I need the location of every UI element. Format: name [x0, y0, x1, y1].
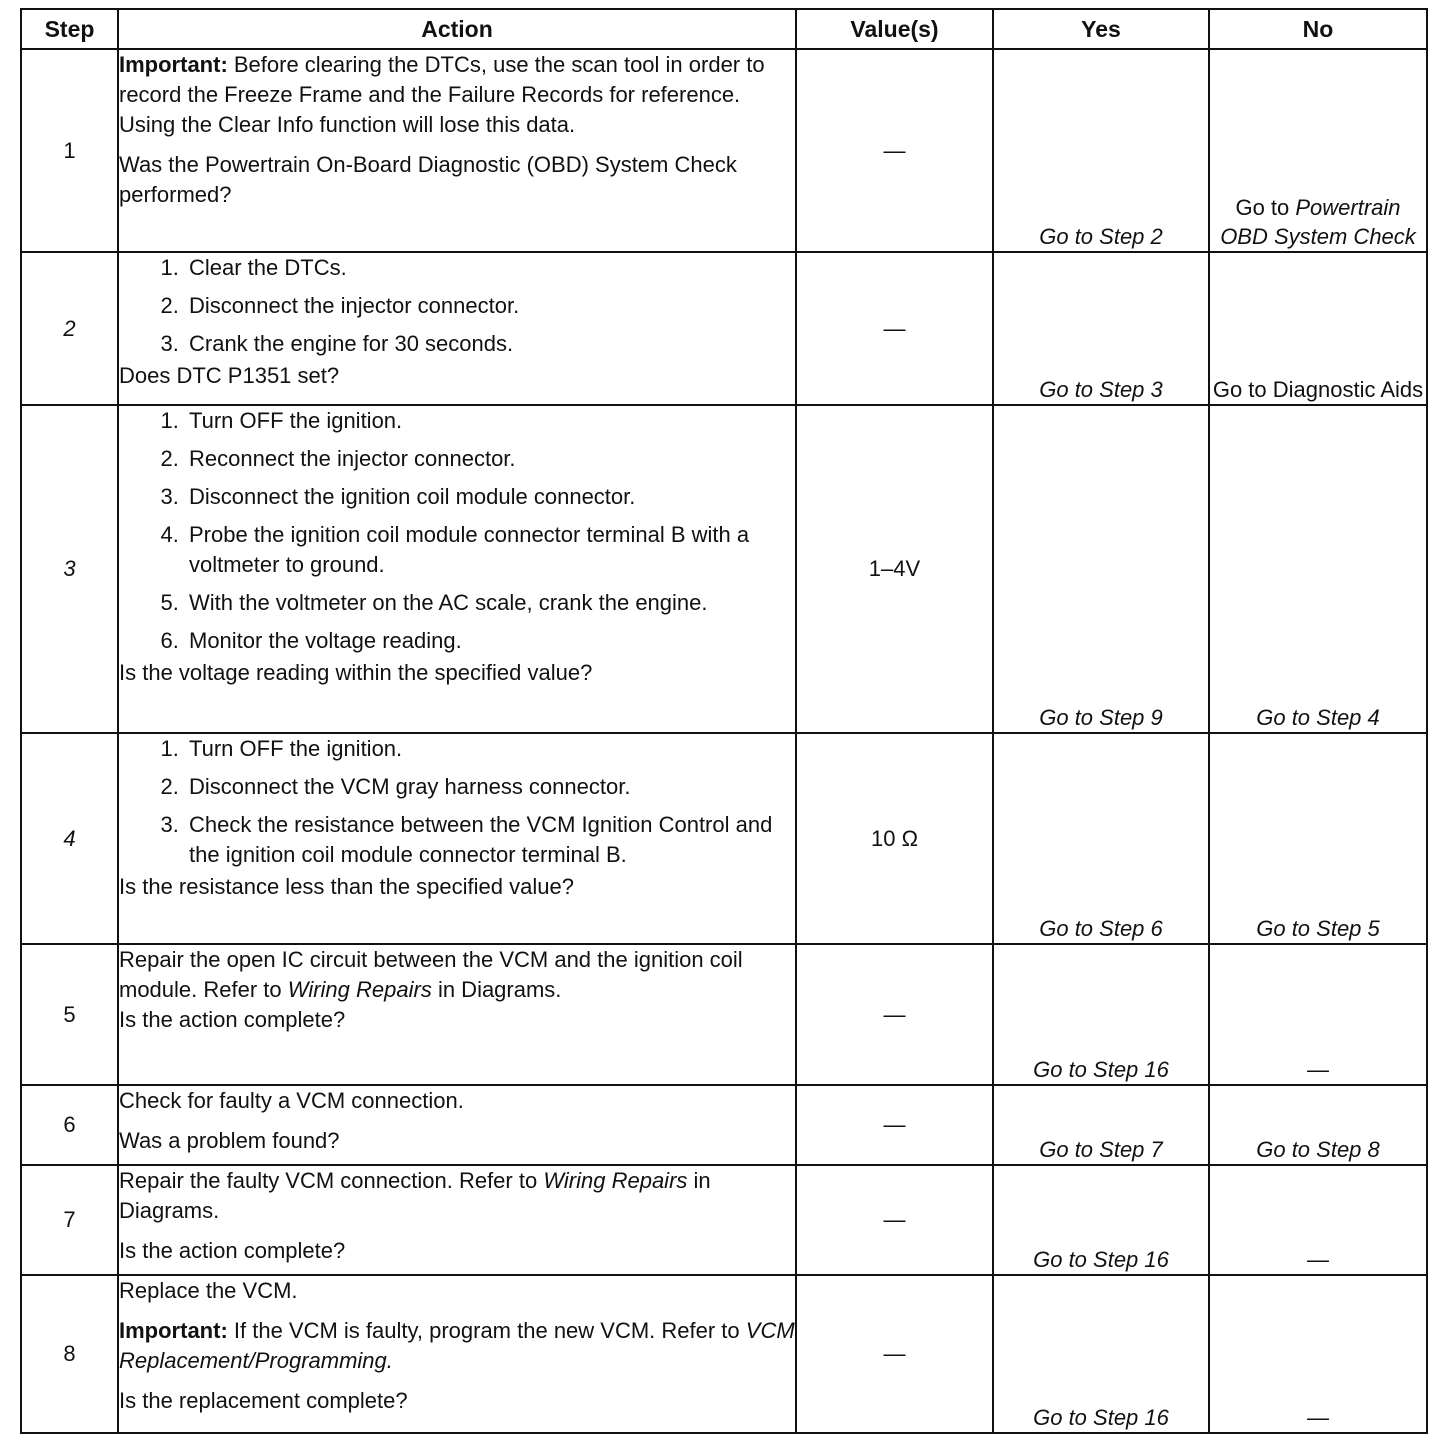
- action-question: Was a problem found?: [119, 1128, 340, 1153]
- action-question: Is the action complete?: [119, 1007, 346, 1032]
- table-row-step-4: [21, 733, 1427, 944]
- no-cell: —: [1209, 1165, 1427, 1275]
- important-note: [119, 50, 795, 140]
- action-step-item: 2. Disconnect the VCM gray harness connector.: [185, 772, 795, 802]
- action-text-part: Repair the open IC circuit between the VCM and the ignition coil module. Refer to: [119, 947, 743, 1002]
- value-cell: 1–4V: [796, 405, 993, 733]
- value-cell: —: [796, 1275, 993, 1433]
- yes-cell: Go to Step 16: [993, 944, 1209, 1085]
- header-yes: Yes: [993, 9, 1209, 49]
- action-step-item: 5. With the voltmeter on the AC scale, crank the engine.: [185, 588, 795, 618]
- action-text-part: in Diagrams.: [431, 977, 562, 1002]
- table-row-step-7: [21, 1165, 1427, 1275]
- important-label: Important:: [119, 1318, 228, 1343]
- step-number: 6: [21, 1085, 118, 1165]
- action-question: Is the action complete?: [119, 1238, 346, 1263]
- step-number: 1: [21, 49, 118, 252]
- table-row-step-6: [21, 1085, 1427, 1165]
- action-question: Is the replacement complete?: [119, 1388, 408, 1413]
- value-cell: —: [796, 1165, 993, 1275]
- action-steps: [119, 253, 795, 359]
- action-cell: [118, 733, 796, 944]
- value-cell: —: [796, 944, 993, 1085]
- action-text-part: in Diagrams.: [119, 1168, 711, 1223]
- action-step-item: 1. Turn OFF the ignition.: [185, 734, 795, 764]
- action-step-item: 4. Probe the ignition coil module connector terminal B with a voltmeter to ground.: [185, 520, 795, 580]
- step-number: 2: [21, 252, 118, 405]
- yes-cell: Go to Step 3: [993, 252, 1209, 405]
- wiring-repairs-reference: Wiring Repairs: [543, 1168, 688, 1193]
- action-question: Is the voltage reading within the specified value?: [119, 660, 593, 685]
- action-question: Is the resistance less than the specified value?: [119, 874, 574, 899]
- value-cell: —: [796, 49, 993, 252]
- action-step-item: 1. Turn OFF the ignition.: [185, 406, 795, 436]
- step-number: 4: [21, 733, 118, 944]
- value-cell: —: [796, 1085, 993, 1165]
- step-number: 8: [21, 1275, 118, 1433]
- action-step-item: 2. Reconnect the injector connector.: [185, 444, 795, 474]
- header-no: No: [1209, 9, 1427, 49]
- table-row-step-1: [21, 49, 1427, 252]
- action-question: Does DTC P1351 set?: [119, 363, 340, 388]
- header-values: Value(s): [796, 9, 993, 49]
- important-text: If the VCM is faulty, program the new VCM. Refer to: [227, 1318, 746, 1343]
- action-step-item: 1. Clear the DTCs.: [185, 253, 795, 283]
- action-text: Replace the VCM.: [119, 1278, 298, 1303]
- yes-cell: Go to Step 6: [993, 733, 1209, 944]
- no-prefix: Go to: [1235, 195, 1296, 220]
- action-cell: [118, 944, 796, 1085]
- action-cell: [118, 405, 796, 733]
- action-step-item: 3. Disconnect the ignition coil module connector.: [185, 482, 795, 512]
- action-text: [119, 1166, 795, 1226]
- action-question: Was the Powertrain On-Board Diagnostic (OBD) System Check performed?: [119, 152, 737, 207]
- no-cell: [1209, 49, 1427, 252]
- diagnostic-table: [20, 8, 1428, 1434]
- action-cell: [118, 49, 796, 252]
- action-cell: [118, 1165, 796, 1275]
- no-cell: Go to Step 4: [1209, 405, 1427, 733]
- action-text: Check for faulty a VCM connection.: [119, 1088, 464, 1113]
- no-reference: Powertrain OBD System Check: [1220, 195, 1416, 249]
- table-row-step-5: [21, 944, 1427, 1085]
- action-step-item: 3. Crank the engine for 30 seconds.: [185, 329, 795, 359]
- no-cell: —: [1209, 944, 1427, 1085]
- header-row: [21, 9, 1427, 49]
- yes-cell: Go to Step 7: [993, 1085, 1209, 1165]
- action-step-item: 2. Disconnect the injector connector.: [185, 291, 795, 321]
- no-cell: —: [1209, 1275, 1427, 1433]
- step-number: 7: [21, 1165, 118, 1275]
- action-text: [119, 945, 795, 1005]
- no-cell: Go to Diagnostic Aids: [1209, 252, 1427, 405]
- important-note: [119, 1316, 795, 1376]
- vcm-programming-reference: VCM Replacement/Programming.: [119, 1318, 795, 1373]
- wiring-repairs-reference: Wiring Repairs: [287, 977, 432, 1002]
- table-row-step-8: [21, 1275, 1427, 1433]
- important-text: Before clearing the DTCs, use the scan tool in order to record the Freeze Frame and the Failure Records for reference. Using the Clear Info function will lose this data.: [119, 52, 765, 137]
- step-number: 5: [21, 944, 118, 1085]
- value-cell: —: [796, 252, 993, 405]
- action-step-item: 3. Check the resistance between the VCM Ignition Control and the ignition coil module connector terminal B.: [185, 810, 795, 870]
- important-label: Important:: [119, 52, 228, 77]
- no-cell: Go to Step 5: [1209, 733, 1427, 944]
- header-step: Step: [21, 9, 118, 49]
- yes-cell: Go to Step 16: [993, 1275, 1209, 1433]
- action-cell: [118, 1085, 796, 1165]
- no-cell: Go to Step 8: [1209, 1085, 1427, 1165]
- action-steps: [119, 406, 795, 656]
- action-cell: [118, 252, 796, 405]
- action-cell: [118, 1275, 796, 1433]
- step-number: 3: [21, 405, 118, 733]
- yes-cell: Go to Step 9: [993, 405, 1209, 733]
- header-action: Action: [118, 9, 796, 49]
- table-row-step-2: [21, 252, 1427, 405]
- action-steps: [119, 734, 795, 870]
- yes-cell: Go to Step 16: [993, 1165, 1209, 1275]
- table-row-step-3: [21, 405, 1427, 733]
- action-step-item: 6. Monitor the voltage reading.: [185, 626, 795, 656]
- action-text-part: Repair the faulty VCM connection. Refer to: [119, 1168, 544, 1193]
- value-cell: 10 Ω: [796, 733, 993, 944]
- yes-cell: Go to Step 2: [993, 49, 1209, 252]
